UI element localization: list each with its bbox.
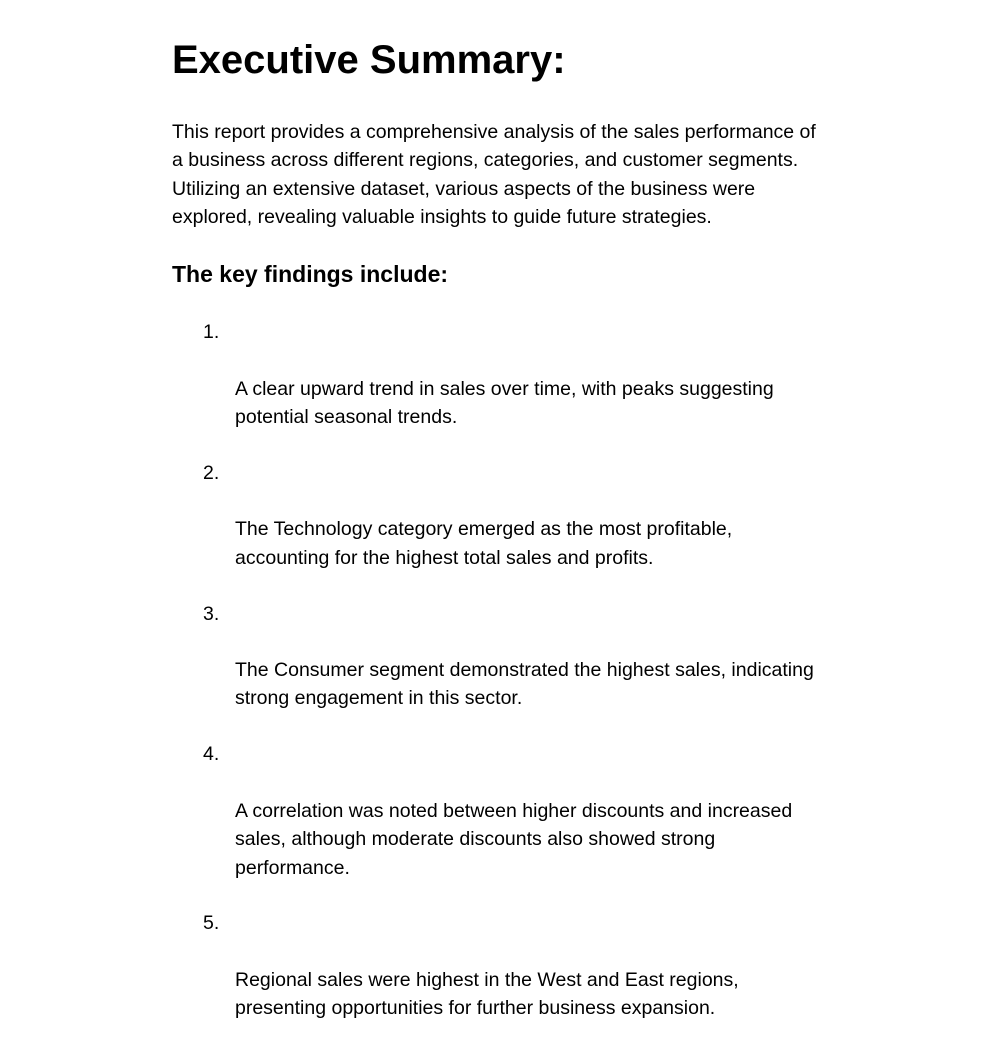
finding-item-4 — [172, 740, 892, 881]
finding-item-3 — [172, 600, 892, 713]
finding-text: Regional sales were highest in the West and East regions, presenting opportunities for further business expansion. — [235, 969, 739, 1020]
findings-heading: The key findings include: — [172, 261, 449, 287]
finding-item-2 — [172, 459, 892, 572]
finding-item-5 — [172, 909, 892, 1022]
finding-item-1 — [172, 318, 892, 431]
page-title: Executive Summary: — [172, 38, 566, 82]
finding-text: The Technology category emerged as the most profitable, accounting for the highest total sales and profits. — [235, 518, 733, 569]
finding-number: 1. — [203, 321, 220, 343]
intro-paragraph: This report provides a comprehensive analysis of the sales performance of a business across different regions, categories, and customer segments. Utilizing an extensive dataset, various aspects of the business were explored, revealing valuable insights to guide future strategies. — [172, 121, 816, 228]
findings-list — [172, 318, 892, 1050]
finding-text: A correlation was noted between higher discounts and increased sales, although moderate discounts also showed strong performance. — [235, 799, 793, 879]
finding-number: 5. — [203, 912, 220, 935]
finding-text: The Consumer segment demonstrated the highest sales, indicating strong engagement in this sector. — [235, 659, 814, 710]
finding-number: 3. — [203, 602, 220, 625]
finding-number: 2. — [203, 461, 220, 484]
finding-number: 4. — [203, 743, 220, 766]
finding-text: A clear upward trend in sales over time, with peaks suggesting potential seasonal trends. — [235, 377, 774, 428]
